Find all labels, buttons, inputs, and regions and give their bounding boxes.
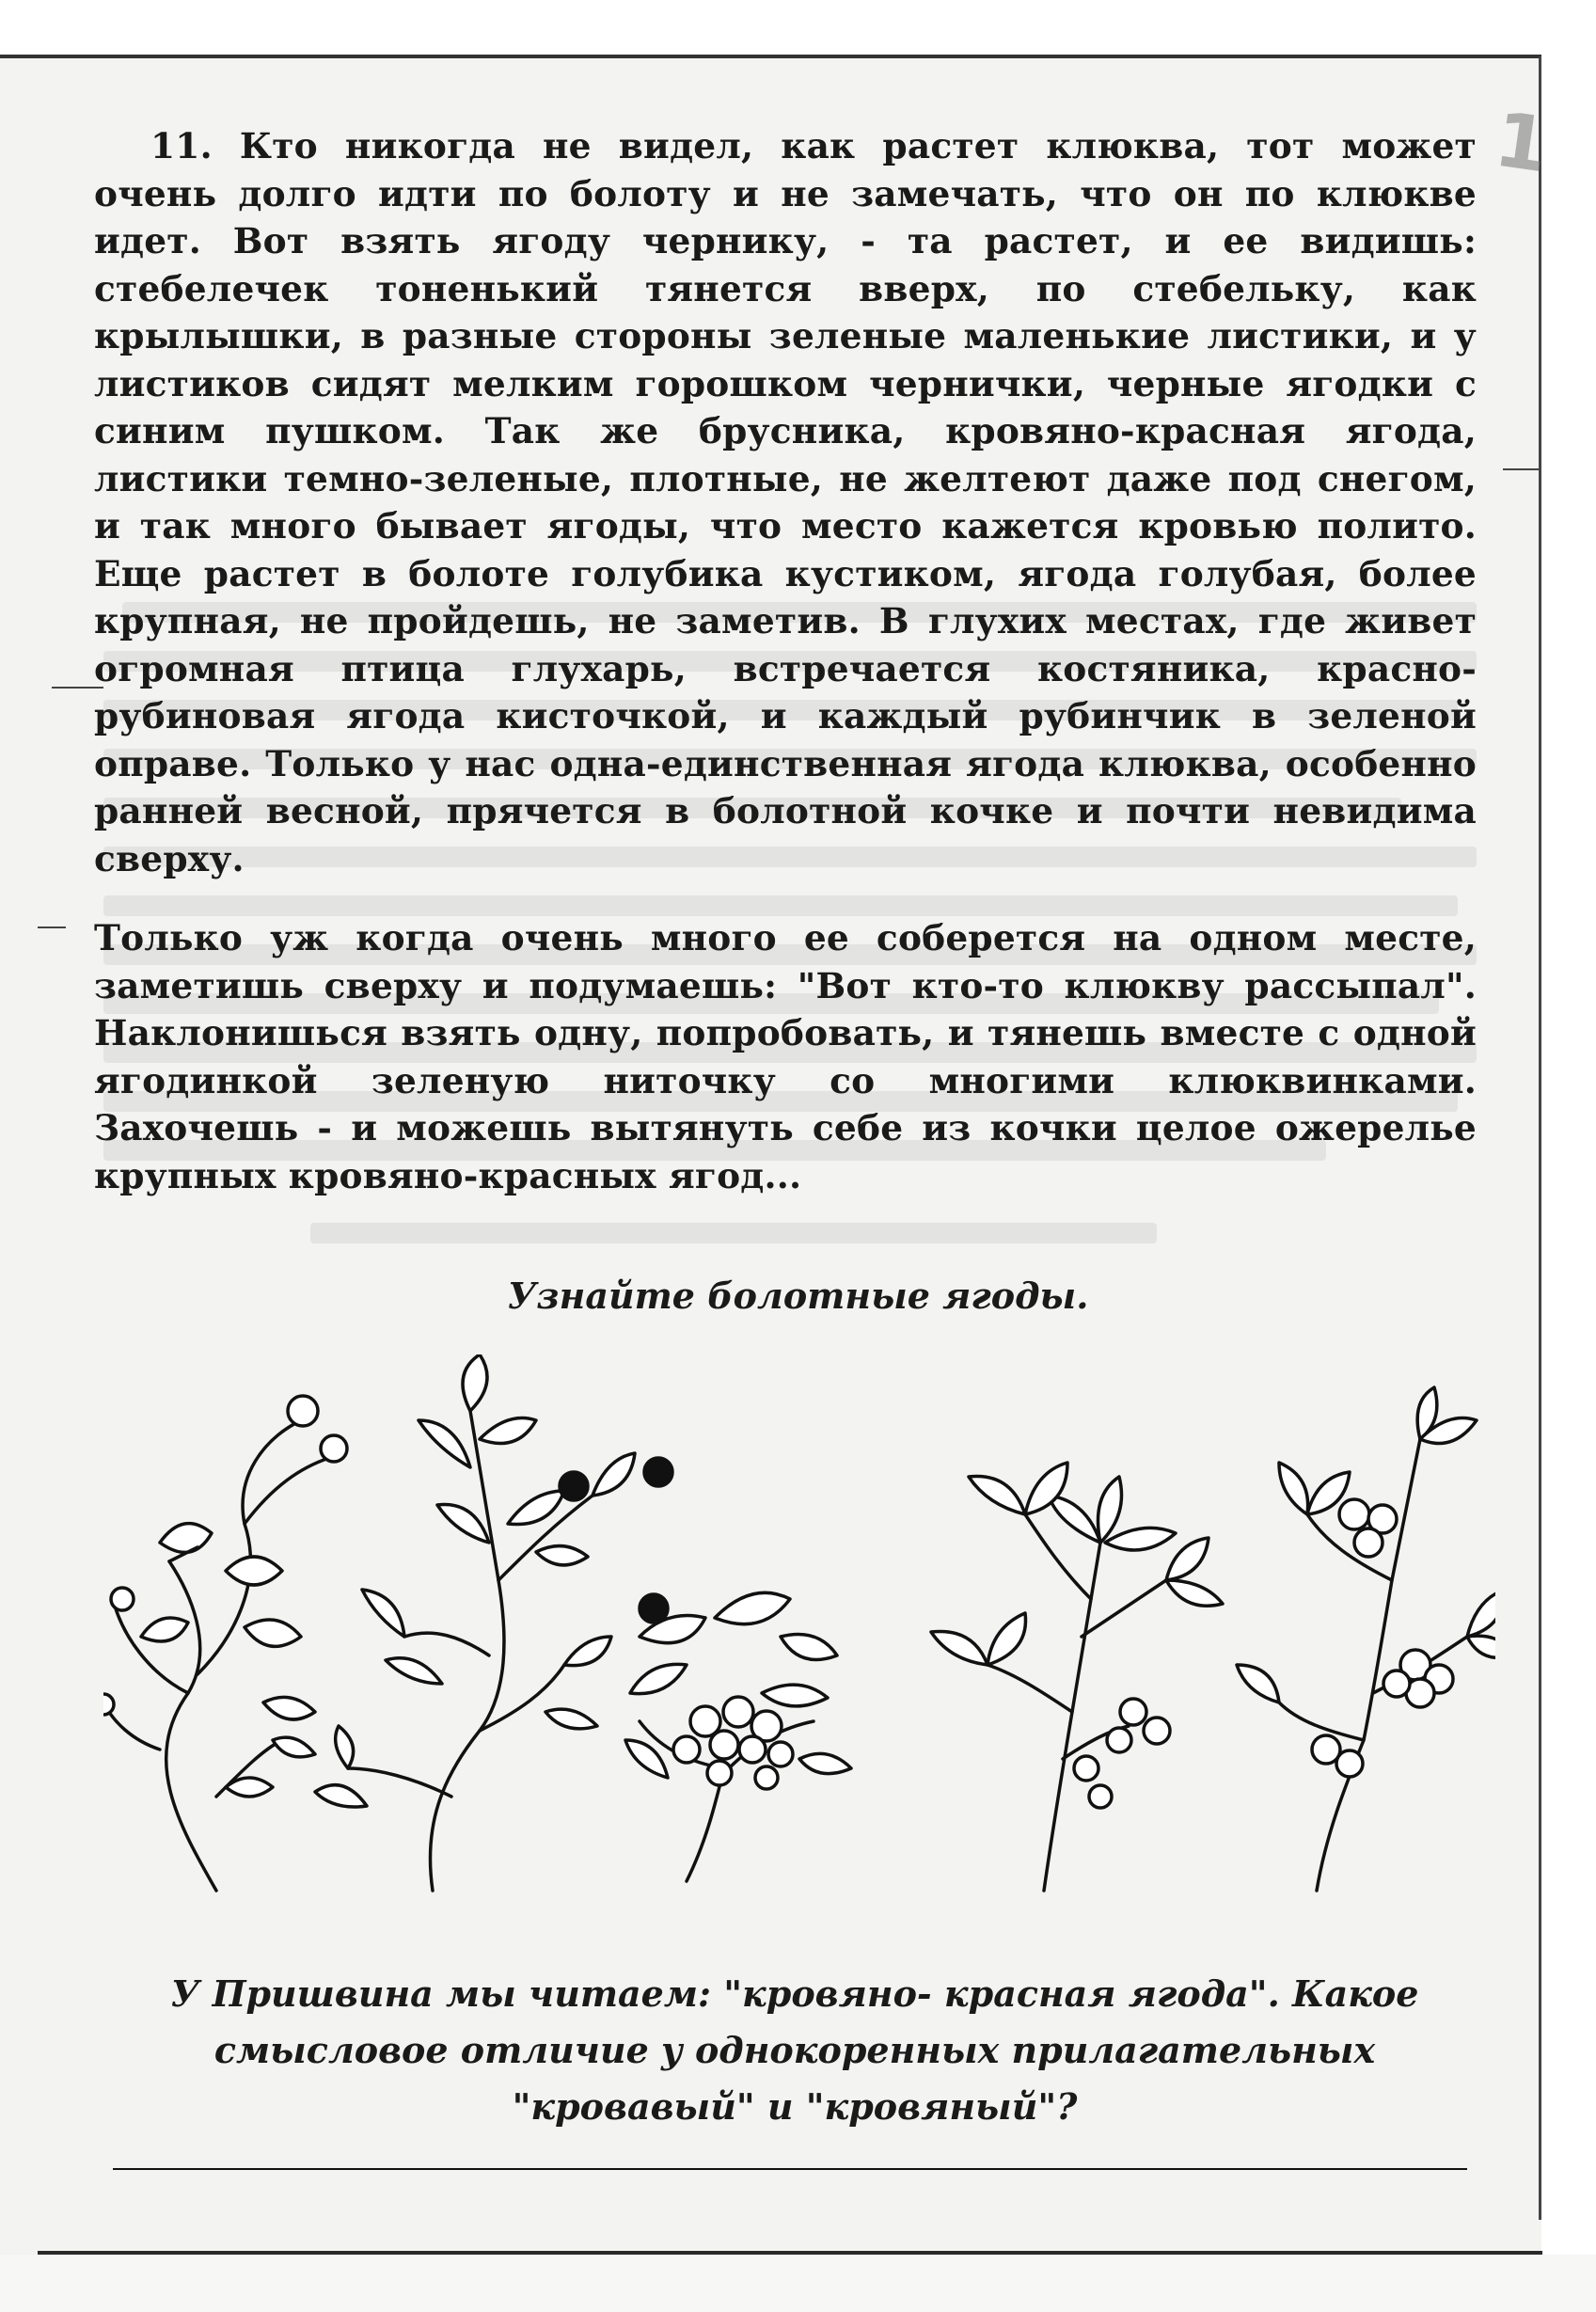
plant-blueberry-drawing	[315, 1354, 672, 1891]
question-text	[85, 1966, 1505, 2135]
berry-plants-illustration	[103, 1354, 1495, 1900]
scan-right-margin	[1541, 0, 1596, 2312]
plant-cloudberry-sprig-drawing	[1237, 1387, 1495, 1891]
scan-right-edge-line	[1539, 56, 1541, 2220]
margin-tick	[38, 926, 66, 928]
scan-top-edge-line	[0, 55, 1596, 58]
story-paragraph: Только уж когда очень много ее соберется на одном месте, заметишь сверху и подумаешь: "Вот кто-то клюкву рассыпал". Наклонишься взять одну, попробовать, и тянешь вместе с одной ягодинкой зеленую ниточку со многими клюквинками. Захочешь - и можешь вытянуть себе из кочки целое ожерелье крупных кровяно-красных ягод...	[94, 917, 1477, 1196]
plant-lingonberry-drawing	[625, 1592, 851, 1881]
plant-stone-bramble-drawing	[931, 1463, 1223, 1891]
plant-cranberry-drawing	[103, 1396, 347, 1891]
task-heading: Узнайте болотные ягоды.	[507, 1275, 1089, 1317]
scan-bottom-edge-line	[38, 2251, 1542, 2255]
scan-bottom-margin	[0, 2255, 1596, 2312]
story-text	[94, 122, 1477, 1199]
story-paragraph: 11. Кто никогда не видел, как растет клюква, тот может очень долго идти по болоту и не замечать, что он по клюкве идет. Вот взять ягоду чернику, - та растет, и ее видишь: стебелечек тоненький тянется вверх, по стебельку, как крылышки, в разные стороны зеленые маленькие листики, и у листиков сидят мелким горошком чернички, черные ягодки с синим пушком. Так же брусника, кровяно-красная ягода, листики темно-зеленые, плотные, не желтеют даже под снегом, и так много бывает ягоды, что место кажется кровью полито. Еще растет в болоте голубика кустиком, ягода голубая, более крупная, не пройдешь, не заметив. В глухих местах, где живет огромная птица глухарь, встречается костяника, красно-рубиновая ягода кисточкой, и каждый рубинчик в зеленой оправе. Только у нас одна-единственная ягода клюква, особенно ранней весной, прячется в болотной кочке и почти невидима сверху.	[94, 125, 1477, 879]
question-line: "кровавый" и "кровяный"?	[512, 2085, 1078, 2128]
question-line: У Пришвина мы читаем: "кровяно- красная ягода". Какое	[170, 1972, 1419, 2015]
answer-line[interactable]	[113, 2168, 1467, 2170]
scan-top-margin	[0, 0, 1596, 58]
question-line: смысловое отличие у однокоренных прилагательных	[213, 2029, 1376, 2071]
margin-tick	[1503, 468, 1541, 470]
page-number-handwritten: 1	[1489, 95, 1554, 190]
